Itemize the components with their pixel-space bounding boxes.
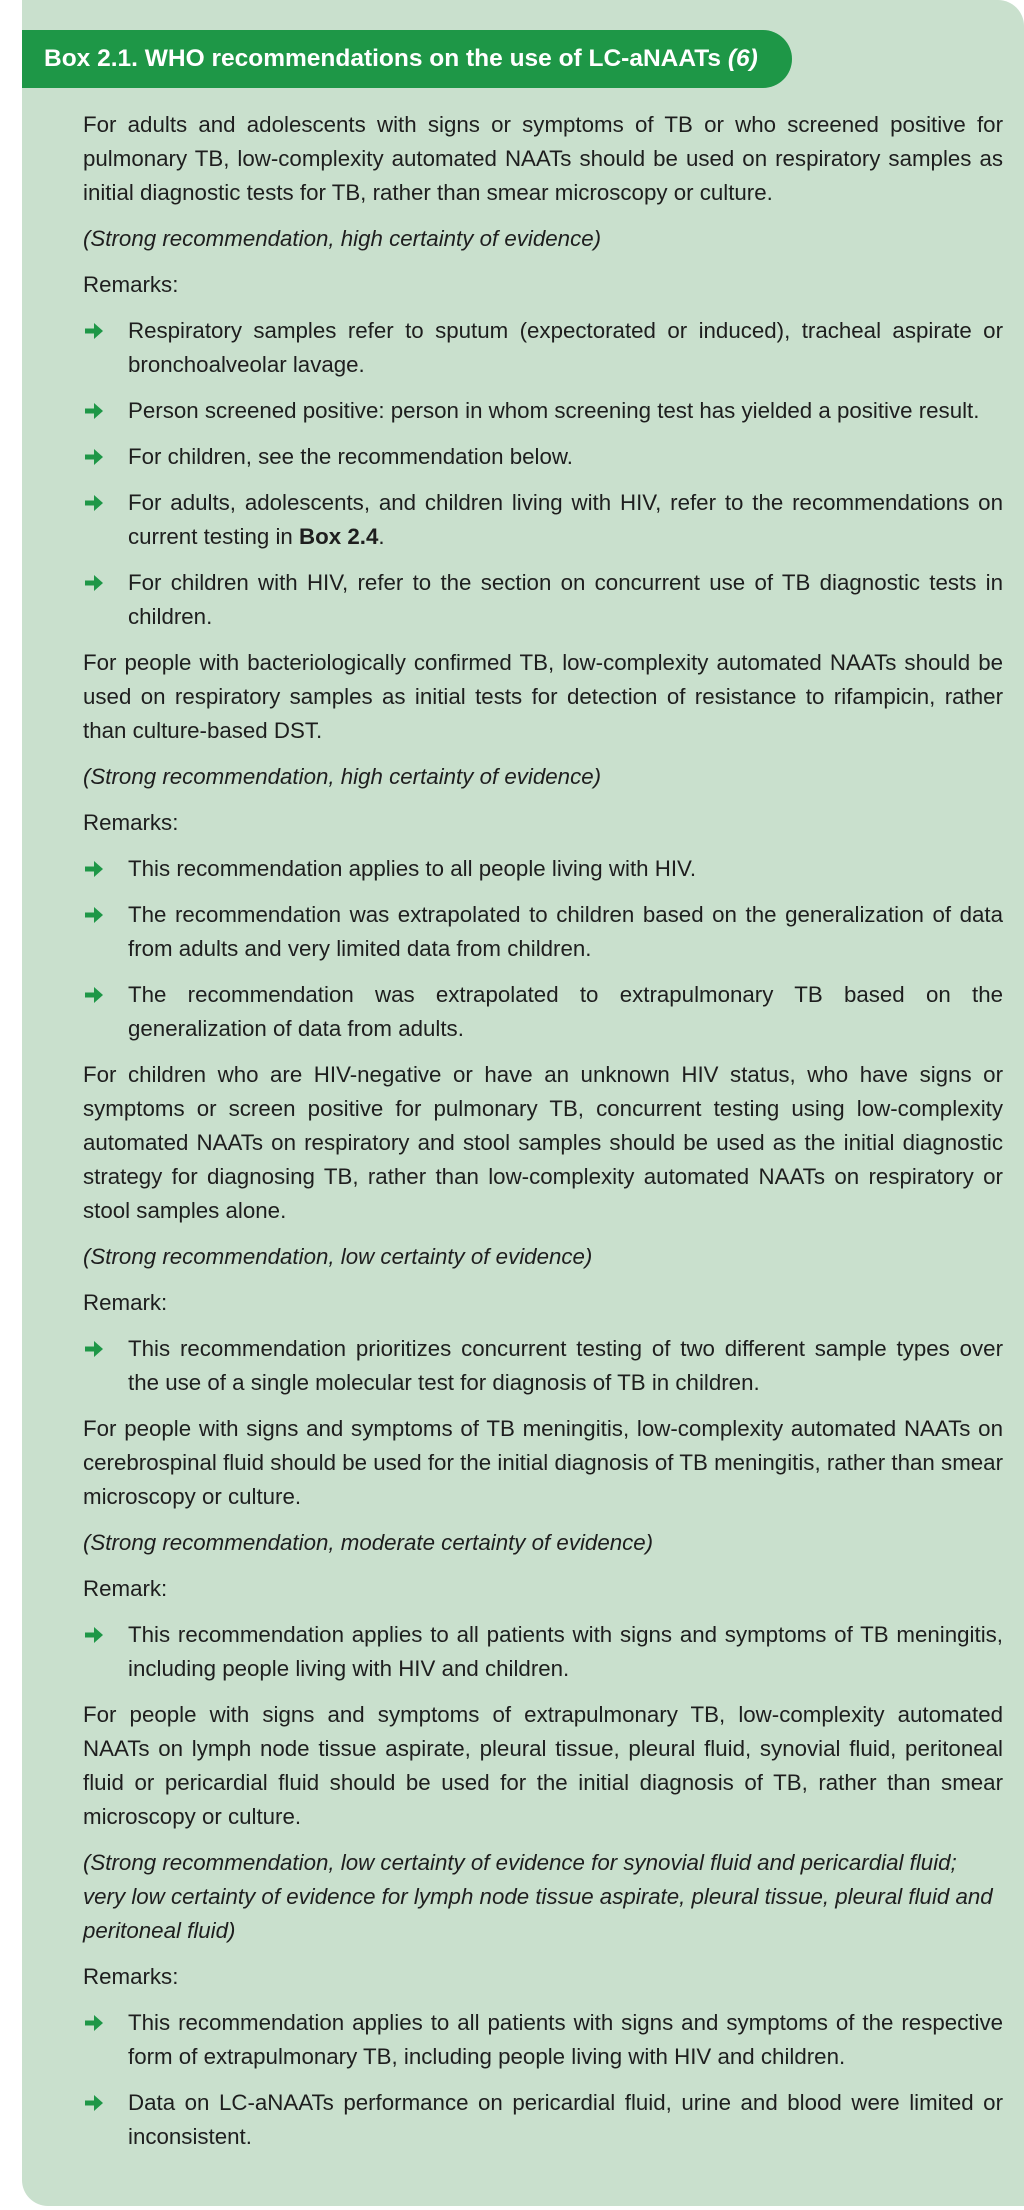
list-item	[83, 978, 1003, 1046]
box-title-text: Box 2.1. WHO recommendations on the use of LC-aNAATs	[44, 45, 722, 72]
arrow-right-icon	[83, 2012, 105, 2034]
box-content	[83, 108, 1003, 2166]
remark-text: The recommendation was extrapolated to children based on the generalization of data from adults and very limited data from children.	[128, 902, 1003, 961]
box-title	[22, 30, 792, 88]
arrow-right-icon	[83, 2092, 105, 2114]
recommendation-strength: (Strong recommendation, moderate certainty of evidence)	[83, 1530, 654, 1555]
remarks-list	[83, 852, 1003, 1046]
recommendation-text: For people with signs and symptoms of TB meningitis, low-complexity automated NAATs on cerebrospinal fluid should be used for the initial diagnosis of TB meningitis, rather than smear microscopy or culture.	[83, 1416, 1003, 1509]
arrow-right-icon	[83, 446, 105, 468]
remark-text: This recommendation applies to all patients with signs and symptoms of TB meningitis, including people living with HIV and children.	[128, 1622, 1003, 1681]
list-item	[83, 486, 1003, 554]
remarks-label: Remark:	[83, 1290, 168, 1315]
remarks-list	[83, 2006, 1003, 2154]
box-reference: Box 2.4	[299, 524, 379, 549]
recommendation-text: For children who are HIV-negative or have an unknown HIV status, who have signs or symptoms or screen positive for pulmonary TB, concurrent testing using low-complexity automated NAATs on respiratory and stool samples should be used as the initial diagnostic strategy for diagnosing TB, rather than low-complexity automated NAATs on respiratory or stool samples alone.	[83, 1062, 1003, 1223]
arrow-right-icon	[83, 1338, 105, 1360]
remark-text: For children with HIV, refer to the section on concurrent use of TB diagnostic tests in children.	[128, 570, 1003, 629]
recommendation-strength: (Strong recommendation, low certainty of evidence for synovial fluid and pericardial fluid; very low certainty of evidence for lymph node tissue aspirate, pleural tissue, pleural fluid and peritoneal fluid)	[83, 1850, 993, 1943]
box-title-reference: (6)	[727, 45, 758, 72]
list-item	[83, 394, 1003, 428]
recommendation-text: For people with bacteriologically confirmed TB, low-complexity automated NAATs should be used on respiratory samples as initial tests for detection of resistance to rifampicin, rather than culture-based DST.	[83, 650, 1003, 743]
list-item	[83, 566, 1003, 634]
remark-text: The recommendation was extrapolated to extrapulmonary TB based on the generalization of data from adults.	[128, 982, 1003, 1041]
list-item	[83, 2086, 1003, 2154]
recommendation-text: For adults and adolescents with signs or symptoms of TB or who screened positive for pulmonary TB, low-complexity automated NAATs should be used on respiratory samples as initial diagnostic tests for TB, rather than smear microscopy or culture.	[83, 112, 1003, 205]
remarks-list	[83, 1618, 1003, 1686]
arrow-right-icon	[83, 400, 105, 422]
recommendation-strength: (Strong recommendation, high certainty of evidence)	[83, 226, 602, 251]
list-item	[83, 1332, 1003, 1400]
arrow-right-icon	[83, 858, 105, 880]
remark-text: For children, see the recommendation below.	[128, 444, 573, 469]
remarks-list	[83, 314, 1003, 634]
list-item	[83, 898, 1003, 966]
list-item	[83, 314, 1003, 382]
remarks-label: Remarks:	[83, 272, 179, 297]
remark-text: Person screened positive: person in whom screening test has yielded a positive result.	[128, 398, 980, 423]
remark-text: Data on LC-aNAATs performance on pericardial fluid, urine and blood were limited or inconsistent.	[128, 2090, 1003, 2149]
remark-text: This recommendation applies to all patients with signs and symptoms of the respective form of extrapulmonary TB, including people living with HIV and children.	[128, 2010, 1003, 2069]
arrow-right-icon	[83, 320, 105, 342]
remarks-list	[83, 1332, 1003, 1400]
remark-text-end: .	[378, 524, 385, 549]
arrow-right-icon	[83, 1624, 105, 1646]
list-item	[83, 1618, 1003, 1686]
remark-text: For adults, adolescents, and children living with HIV, refer to the recommendations on current testing in	[128, 490, 1003, 549]
list-item	[83, 852, 1003, 886]
recommendation-strength: (Strong recommendation, high certainty of evidence)	[83, 764, 602, 789]
remark-text: Respiratory samples refer to sputum (expectorated or induced), tracheal aspirate or bronchoalveolar lavage.	[128, 318, 1003, 377]
recommendation-box	[22, 0, 1024, 2206]
remarks-label: Remarks:	[83, 1964, 179, 1989]
list-item	[83, 440, 1003, 474]
remarks-label: Remark:	[83, 1576, 168, 1601]
remarks-label: Remarks:	[83, 810, 179, 835]
remark-text: This recommendation applies to all people living with HIV.	[128, 856, 697, 881]
remark-text: This recommendation prioritizes concurrent testing of two different sample types over the use of a single molecular test for diagnosis of TB in children.	[128, 1336, 1003, 1395]
recommendation-text: For people with signs and symptoms of extrapulmonary TB, low-complexity automated NAATs on lymph node tissue aspirate, pleural tissue, pleural fluid, synovial fluid, peritoneal fluid or pericardial fluid should be used for the initial diagnosis of TB, rather than smear microscopy or culture.	[83, 1702, 1003, 1829]
arrow-right-icon	[83, 904, 105, 926]
arrow-right-icon	[83, 572, 105, 594]
arrow-right-icon	[83, 984, 105, 1006]
arrow-right-icon	[83, 492, 105, 514]
recommendation-strength: (Strong recommendation, low certainty of evidence)	[83, 1244, 593, 1269]
list-item	[83, 2006, 1003, 2074]
